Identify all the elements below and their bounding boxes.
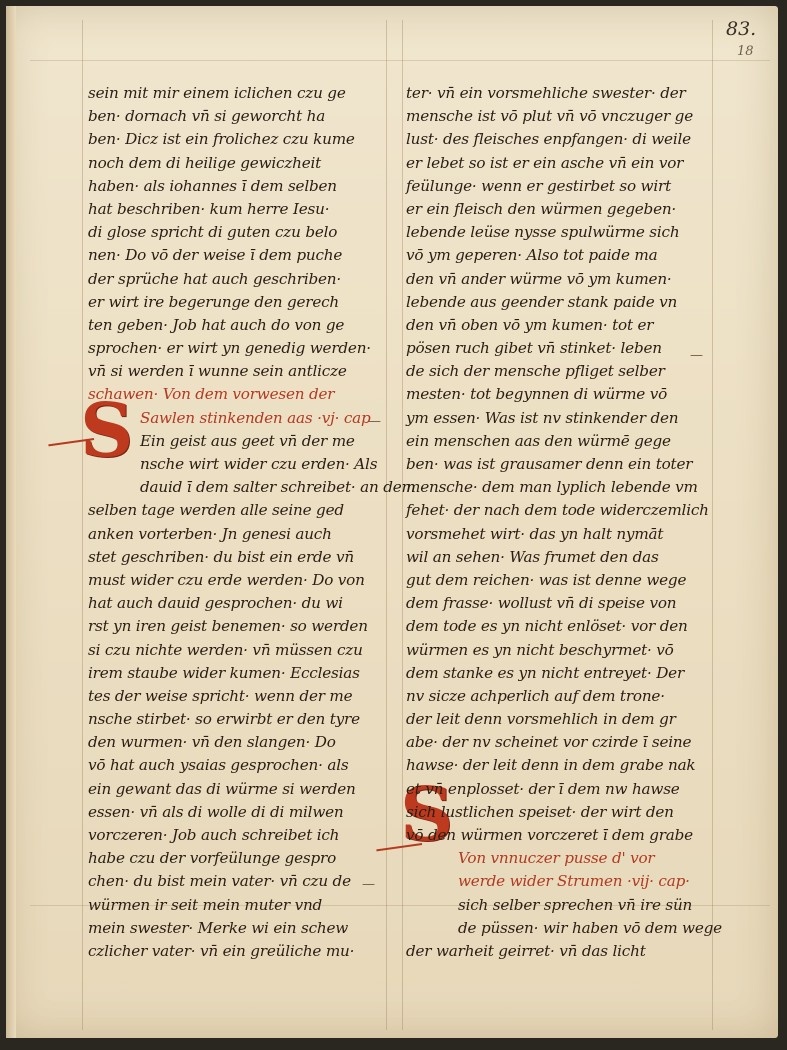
manuscript-line: mensche ist vō plut vn̄ vō vnczuger ge xyxy=(406,107,693,126)
manuscript-line: ter· vn̄ ein vorsmehliche swester· der xyxy=(406,84,686,102)
manuscript-line: irem staube wider kumen· Ecclesias xyxy=(88,663,360,682)
manuscript-line: den vn̄ oben vō ym kumen· tot er xyxy=(406,315,654,334)
manuscript-line: sich lustlichen speiset· der wirt den xyxy=(406,802,674,821)
manuscript-line: hawse· der leit denn in dem grabe nak xyxy=(406,756,696,775)
manuscript-line: sich selber sprechen vn̄ ire sün xyxy=(458,895,693,914)
manuscript-line: er lebet so ist er ein asche vn̄ ein vor xyxy=(406,153,684,172)
manuscript-line: pösen ruch gibet vn̄ stinket· leben xyxy=(406,339,662,358)
manuscript-line: lebende aus geender stank paide vn xyxy=(406,292,678,311)
manuscript-line: habe czu der vorfeülunge gespro xyxy=(88,849,337,868)
text-column-left xyxy=(88,82,416,963)
manuscript-line: wil an sehen· Was frumet den das xyxy=(406,547,659,566)
manuscript-line: de püssen· wir haben vō dem wege xyxy=(458,918,722,937)
manuscript-line: den vn̄ ander würme vō ym kumen· xyxy=(406,269,672,288)
manuscript-line: Sawlen stinkenden aas ·vj· cap xyxy=(140,408,371,427)
line-filler-mark: — xyxy=(690,348,703,363)
manuscript-line: er ein fleisch den würmen gegeben· xyxy=(406,199,677,218)
manuscript-line: ein menschen aas den würmē gege xyxy=(406,431,671,450)
manuscript-line: selben tage werden alle seine ged xyxy=(88,501,344,520)
manuscript-line: essen· vn̄ als di wolle di di milwen xyxy=(88,802,344,821)
manuscript-line: abe· der nv scheinet vor czirde ī seine xyxy=(406,733,692,752)
manuscript-line: vō ym geperen· Also tot paide ma xyxy=(406,246,658,265)
manuscript-line: vn̄ si werden ī wunne sein antlicze xyxy=(88,362,347,381)
manuscript-line: mesten· tot begynnen di würme vō xyxy=(406,385,668,404)
ruling-line xyxy=(82,20,83,1030)
manuscript-line: sprochen· er wirt yn genedig werden· xyxy=(88,339,371,358)
manuscript-line: et vn̄ enplosset· der ī dem nw hawse xyxy=(406,779,680,798)
manuscript-line: er wirt ire begerunge den gerech xyxy=(88,292,340,311)
manuscript-line: rst yn iren geist benemen· so werden xyxy=(88,617,368,636)
manuscript-line: must wider czu erde werden· Do von xyxy=(88,570,365,589)
manuscript-line: der leit denn vorsmehlich in dem gr xyxy=(406,710,676,729)
line-filler-mark: — xyxy=(362,877,375,892)
manuscript-line: ben· Dicz ist ein frolichez czu kume xyxy=(88,130,355,149)
manuscript-line: ben· was ist grausamer denn ein toter xyxy=(406,455,693,473)
manuscript-line: anken vorterben· Jn genesi auch xyxy=(88,524,332,543)
manuscript-line: di glose spricht di guten czu belo xyxy=(88,223,338,242)
manuscript-line: der warheit geirret· vn̄ das licht xyxy=(406,941,646,960)
manuscript-line: ten geben· Job hat auch do von ge xyxy=(88,315,345,334)
manuscript-line: haben· als iohannes ī dem selben xyxy=(88,176,337,195)
ruling-line xyxy=(30,60,770,61)
manuscript-line: czlicher vater· vn̄ ein greüliche mu· xyxy=(88,941,355,960)
manuscript-line: noch dem di heilige gewiczheit xyxy=(88,153,322,172)
manuscript-line: nv sicze achperlich auf dem trone· xyxy=(406,686,665,705)
gutter-shadow xyxy=(6,6,16,1038)
manuscript-line: dauid ī dem salter schreibet· an dem xyxy=(140,478,416,497)
manuscript-line: schawen· Von dem vorwesen der xyxy=(88,385,335,404)
manuscript-line: nsche stirbet· so erwirbt er den tyre xyxy=(88,710,360,729)
manuscript-line: vō hat auch ysaias gesprochen· als xyxy=(88,756,349,775)
manuscript-line: lebende leüse nysse spulwürme sich xyxy=(406,223,680,242)
manuscript-line: Ein geist aus geet vn̄ der me xyxy=(140,431,355,450)
manuscript-line: fehet· der nach dem tode widerczemlich xyxy=(406,501,709,520)
manuscript-line: Von vnnuczer pusse d' vor xyxy=(458,849,655,868)
manuscript-line: hat beschriben· kum herre Iesu· xyxy=(88,199,330,218)
manuscript-line: vorsmehet wirt· das yn halt nymāt xyxy=(406,524,664,543)
manuscript-line: ben· dornach vn̄ si geworcht ha xyxy=(88,107,326,126)
manuscript-line: dem frasse· wollust vn̄ di speise von xyxy=(406,594,677,613)
manuscript-line: vorczeren· Job auch schreibet ich xyxy=(88,826,340,844)
decorated-initial-left: S xyxy=(80,388,134,474)
manuscript-line: der sprüche hat auch geschriben· xyxy=(88,269,342,288)
manuscript-line: würmen es yn nicht beschyrmet· vō xyxy=(406,640,674,659)
manuscript-line: gut dem reichen· was ist denne wege xyxy=(406,570,687,589)
text-column-right xyxy=(406,82,722,963)
manuscript-line: stet geschriben· du bist ein erde vn̄ xyxy=(88,547,354,566)
ruling-line xyxy=(402,20,403,1030)
manuscript-line: si czu nichte werden· vn̄ müssen czu xyxy=(88,640,363,659)
manuscript-line: hat auch dauid gesprochen· du wi xyxy=(88,594,343,613)
manuscript-line: den wurmen· vn̄ den slangen· Do xyxy=(88,733,336,752)
manuscript-line: vō den würmen vorczeret ī dem grabe xyxy=(406,826,693,844)
folio-pencil-number: 18 xyxy=(737,44,754,59)
manuscript-line: mensche· dem man lyplich lebende vm xyxy=(406,478,698,497)
line-filler-mark: — xyxy=(368,414,381,429)
manuscript-line: mein swester· Merke wi ein schew xyxy=(88,918,349,937)
ruling-line xyxy=(386,20,387,1030)
manuscript-line: werde wider Strumen ·vij· cap· xyxy=(458,872,690,891)
folio-number: 83. xyxy=(726,18,757,40)
manuscript-line: dem tode es yn nicht enlöset· vor den xyxy=(406,617,688,636)
manuscript-line: nsche wirt wider czu erden· Als xyxy=(140,455,378,473)
manuscript-line: chen· du bist mein vater· vn̄ czu de xyxy=(88,872,351,891)
decorated-initial-right: S xyxy=(400,772,454,858)
manuscript-line: de sich der mensche pfliget selber xyxy=(406,362,665,381)
manuscript-line: nen· Do vō der weise ī dem puche xyxy=(88,246,343,265)
manuscript-line: tes der weise spricht· wenn der me xyxy=(88,686,353,705)
manuscript-line: ym essen· Was ist nv stinkender den xyxy=(406,408,679,427)
manuscript-line: sein mit mir einem iclichen czu ge xyxy=(88,84,346,102)
manuscript-line: dem stanke es yn nicht entreyet· Der xyxy=(406,663,685,682)
manuscript-line: ein gewant das di würme si werden xyxy=(88,779,356,798)
manuscript-line: würmen ir seit mein muter vnd xyxy=(88,895,323,914)
manuscript-line: feülunge· wenn er gestirbet so wirt xyxy=(406,176,671,195)
manuscript-line: lust· des fleisches enpfangen· di weile xyxy=(406,130,691,149)
